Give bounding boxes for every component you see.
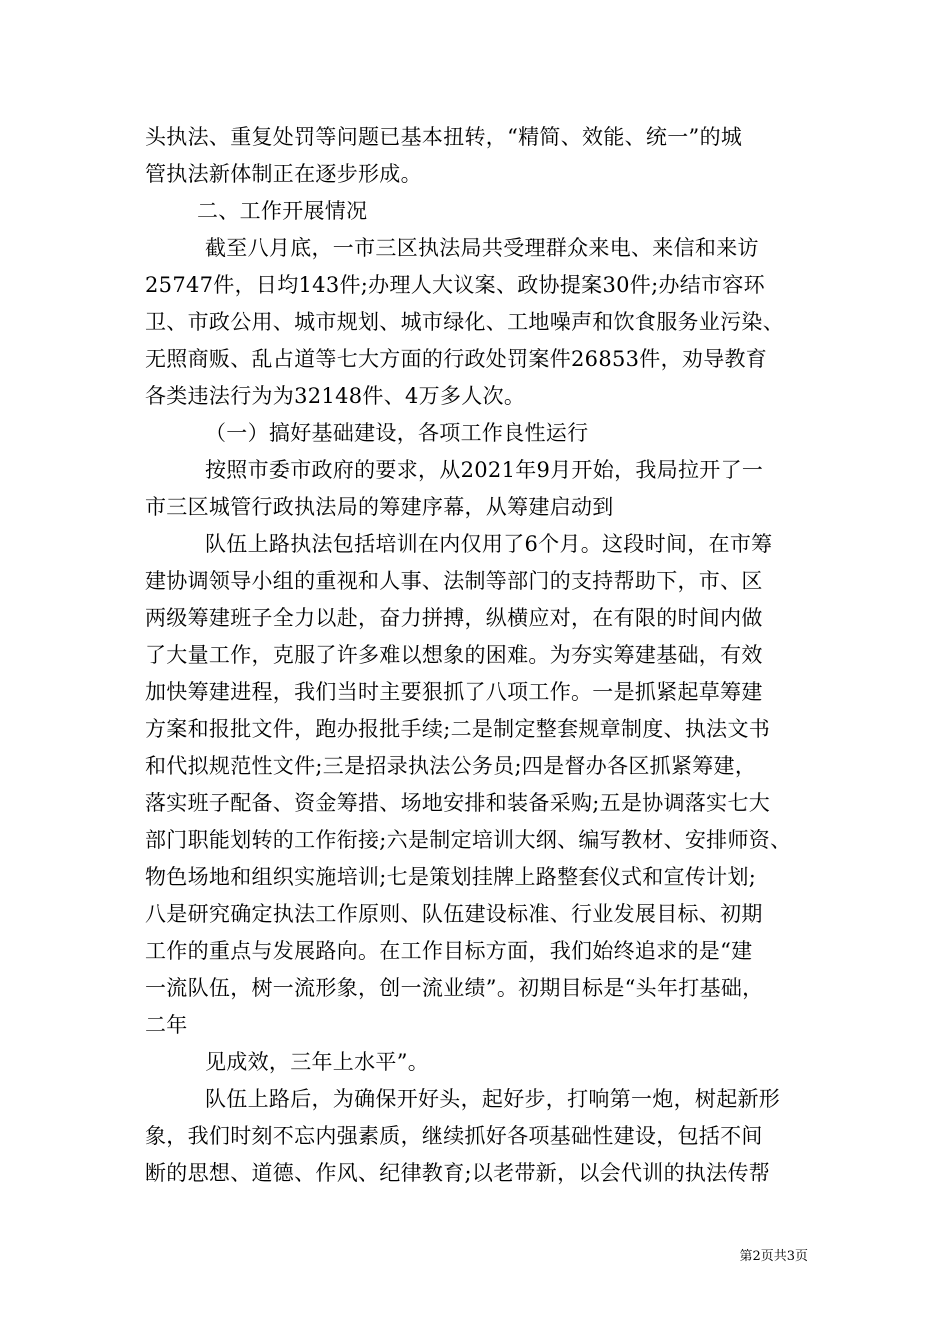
text-line: 按照市委市政府的要求，从2021年9月开始，我局拉开了一 (205, 458, 764, 482)
text-line: 断的思想、道德、作风、纪律教育;以老带新，以会代训的执法传帮 (145, 1161, 771, 1185)
section-heading: 二、工作开展情况 (197, 199, 368, 223)
text-line: 方案和报批文件，跑办报批手续;二是制定整套规章制度、执法文书 (145, 717, 771, 741)
text-line: 无照商贩、乱占道等七大方面的行政处罚案件26853件，劝导教育 (145, 347, 768, 371)
document-body (145, 119, 810, 1192)
text-line: 各类违法行为为32148件、4万多人次。 (145, 384, 526, 408)
text-line: 市三区城管行政执法局的筹建序幕，从筹建启动到 (145, 495, 614, 519)
text-line: 工作的重点与发展路向。在工作目标方面，我们始终追求的是“建 (145, 939, 753, 963)
text-line: 卫、市政公用、城市规划、城市绿化、工地噪声和饮食服务业污染、 (145, 310, 784, 334)
text-line: 了大量工作，克服了许多难以想象的困难。为夯实筹建基础，有效 (145, 643, 763, 667)
text-line: 建协调领导小组的重视和人事、法制等部门的支持帮助下，市、区 (145, 569, 763, 593)
text-line: 两级筹建班子全力以赴，奋力拼搏，纵横应对，在有限的时间内做 (145, 606, 763, 630)
text-line: 25747件，日均143件;办理人大议案、政协提案30件;办结市容环 (145, 273, 765, 297)
text-line: 象，我们时刻不忘内强素质，继续抓好各项基础性建设，包括不间 (145, 1124, 763, 1148)
text-line: 截至八月底，一市三区执法局共受理群众来电、来信和来访 (205, 236, 759, 260)
text-line: 一流队伍，树一流形象，创一流业绩”。初期目标是“头年打基础， (145, 976, 764, 1000)
page-number: 第2页共3页 (739, 1249, 808, 1264)
text-line: 队伍上路执法包括培训在内仅用了6个月。这段时间，在市筹 (205, 532, 773, 556)
text-line: 管执法新体制正在逐步形成。 (145, 162, 422, 186)
text-line: 八是研究确定执法工作原则、队伍建设标准、行业发展目标、初期 (145, 902, 763, 926)
text-line: 加快筹建进程，我们当时主要狠抓了八项工作。一是抓紧起草筹建 (145, 680, 763, 704)
text-line: 队伍上路后，为确保开好头，起好步，打响第一炮，树起新形 (205, 1087, 781, 1111)
text-line: 部门职能划转的工作衔接;六是制定培训大纲、编写教材、安排师资、 (145, 828, 792, 852)
text-line: 见成效，三年上水平”。 (205, 1050, 430, 1074)
text-line: 头执法、重复处罚等问题已基本扭转，“精简、效能、统一”的城 (145, 125, 743, 149)
subsection-heading: （一）搞好基础建设，各项工作良性运行 (205, 421, 589, 445)
text-line: 物色场地和组织实施培训;七是策划挂牌上路整套仪式和宣传计划; (145, 865, 757, 889)
text-line: 和代拟规范性文件;三是招录执法公务员;四是督办各区抓紧筹建， (145, 754, 757, 778)
text-line: 二年 (145, 1013, 188, 1037)
text-line: 落实班子配备、资金筹措、场地安排和装备采购;五是协调落实七大 (145, 791, 771, 815)
